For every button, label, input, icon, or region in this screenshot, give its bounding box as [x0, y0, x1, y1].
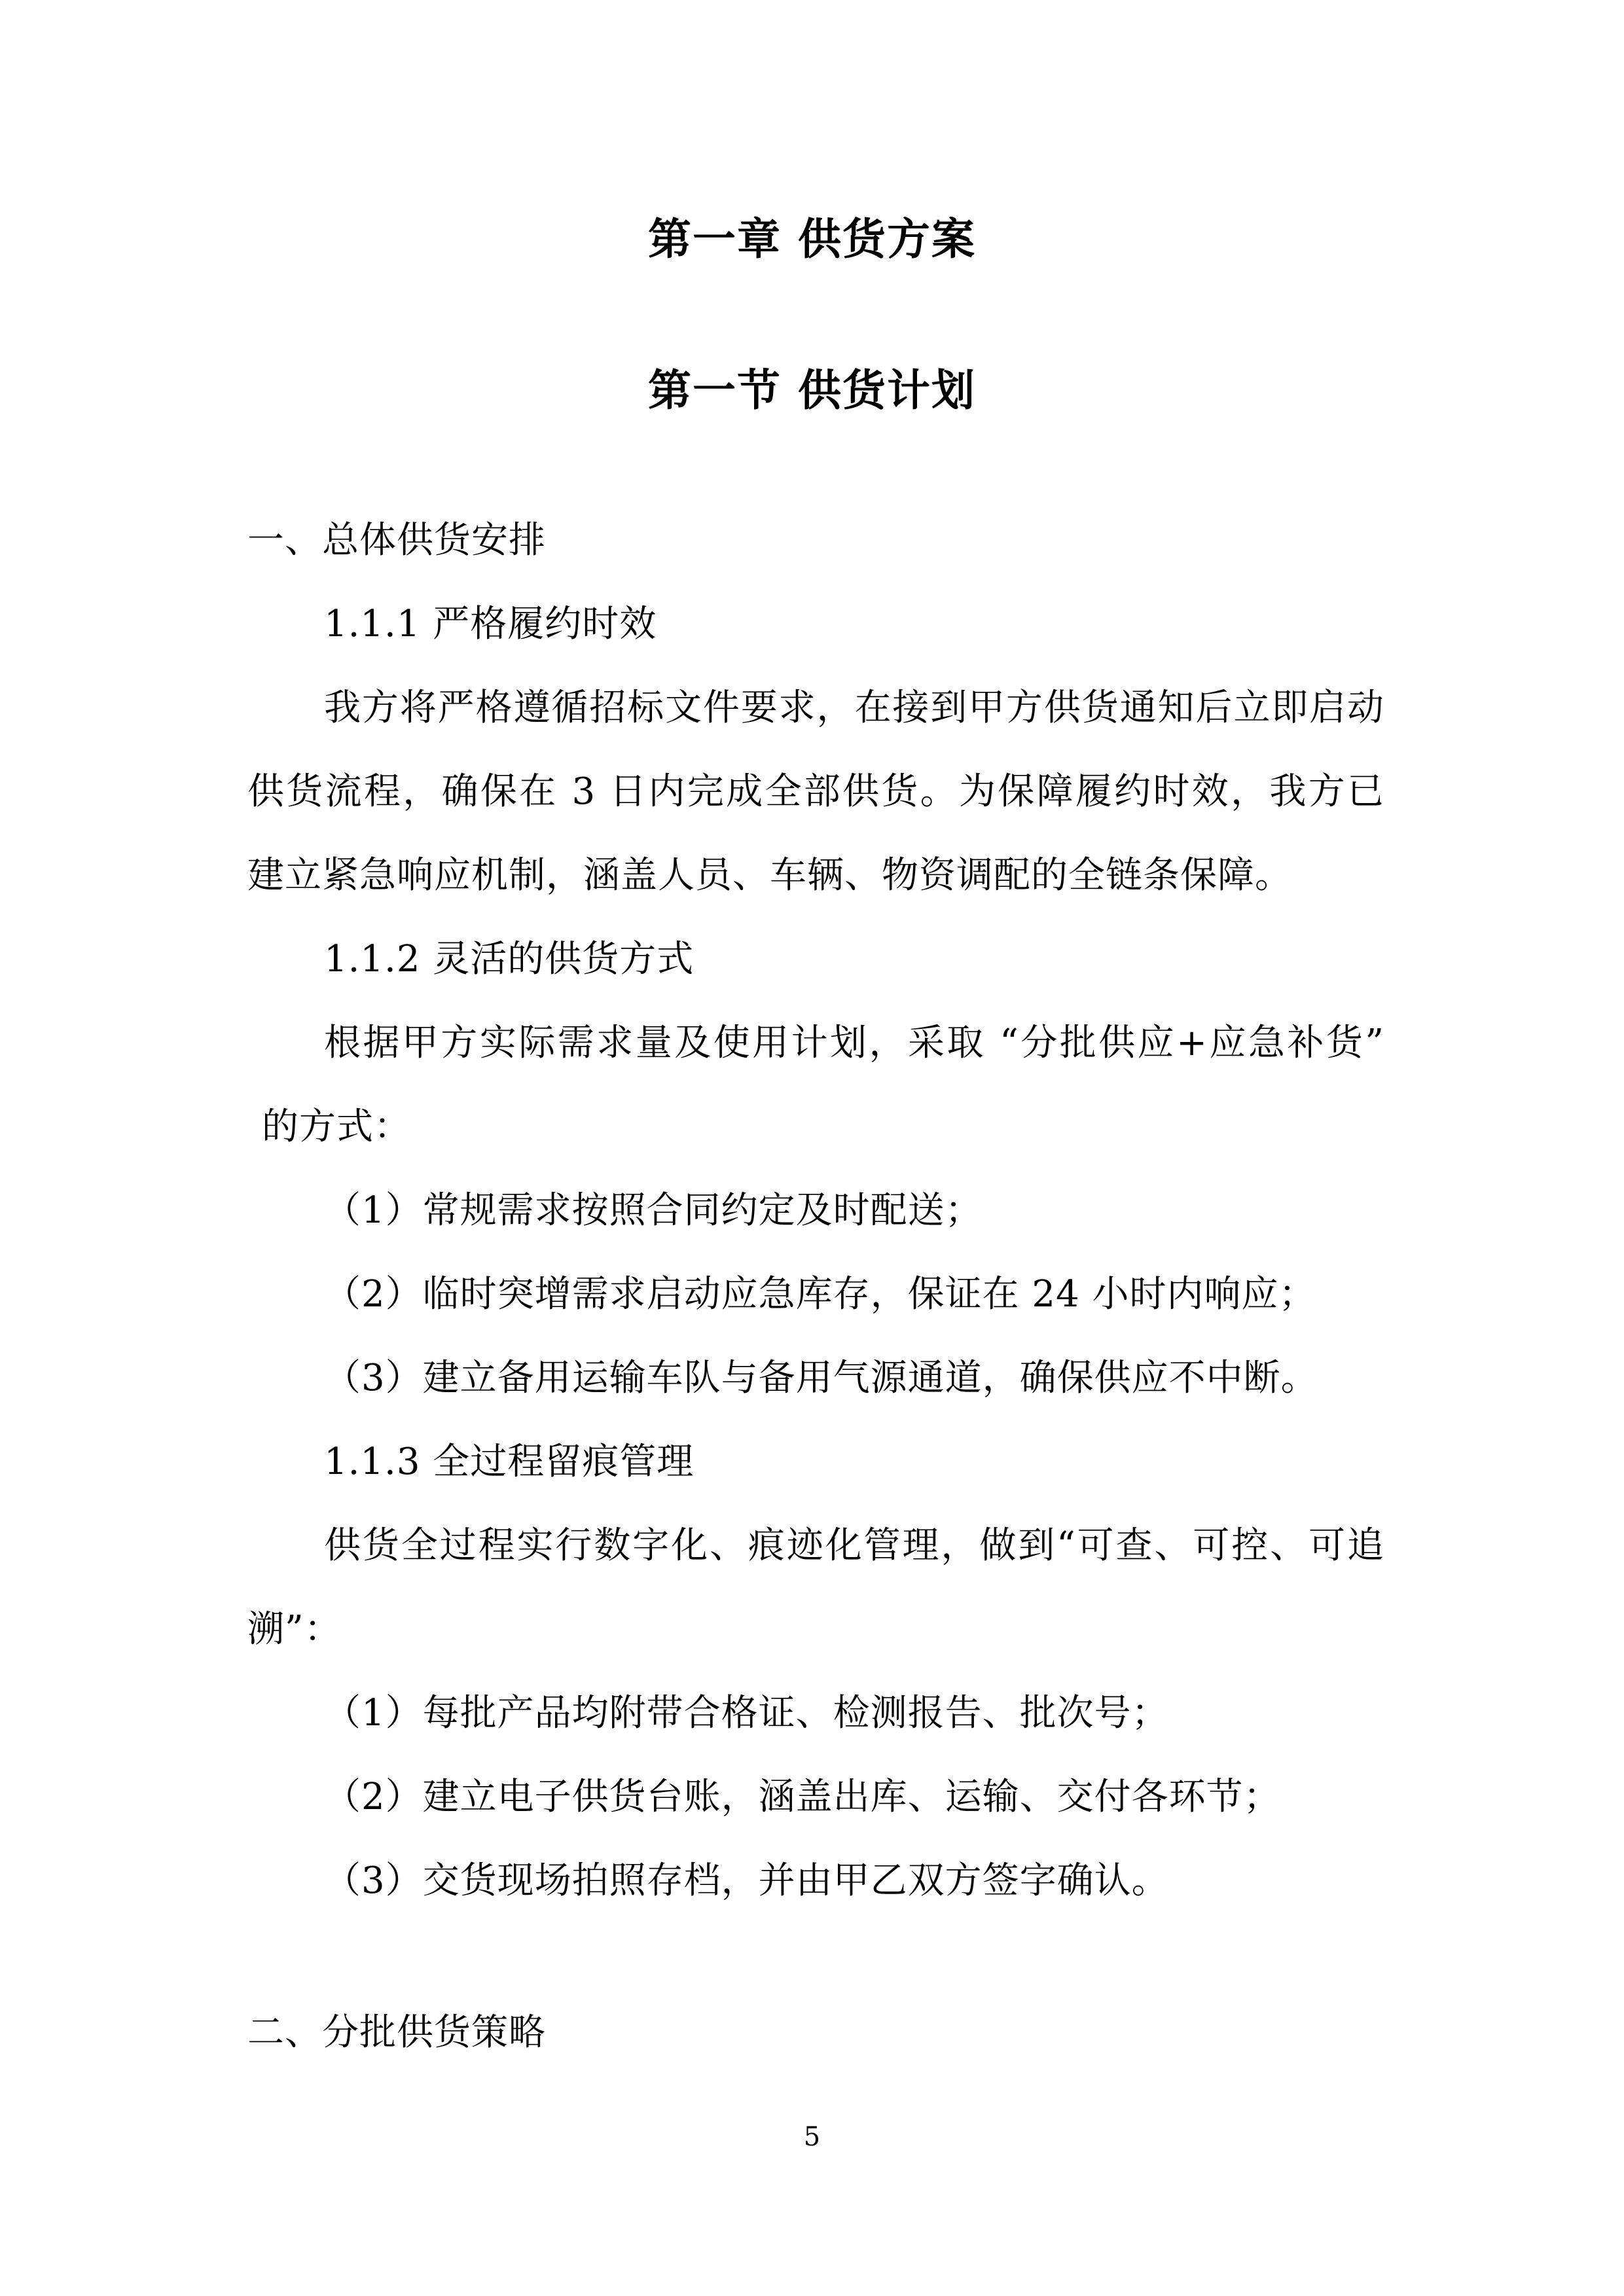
section-title: 第一节 供货计划 — [648, 365, 976, 416]
paragraph-1-line-2: 供货流程，确保在 3 日内完成全部供货。为保障履约时效，我方已 — [247, 770, 1384, 813]
paragraph-1-line-1: 我方将严格遵循招标文件要求，在接到甲方供货通知后立即启动 — [324, 687, 1384, 729]
paragraph-1-line-3: 建立紧急响应机制，涵盖人员、车辆、物资调配的全链条保障。 — [247, 854, 1292, 897]
heading-batch-supply: 二、分批供货策略 — [247, 2011, 546, 2054]
list-item: （2）临时突增需求启动应急库存，保证在 24 小时内响应； — [324, 1273, 1316, 1316]
list-item: （3）交货现场拍照存档，并由甲乙双方签字确认。 — [324, 1859, 1169, 1902]
paragraph-2-line-1: 根据甲方实际需求量及使用计划，采取 “分批供应+应急补货” — [324, 1022, 1384, 1064]
paragraph-3-line-2: 溯”： — [247, 1608, 342, 1651]
chapter-title: 第一章 供货方案 — [648, 213, 976, 264]
paragraph-3-line-1: 供货全过程实行数字化、痕迹化管理，做到“可查、可控、可追 — [324, 1524, 1384, 1567]
list-item: （1）每批产品均附带合格证、检测报告、批次号； — [324, 1692, 1169, 1734]
paragraph-2-line-2: 的方式： — [262, 1105, 411, 1148]
list-item: （2）建立电子供货台账，涵盖出库、运输、交付各环节； — [324, 1776, 1281, 1818]
heading-overall-supply: 一、总体供货安排 — [247, 519, 546, 562]
subheading-1-1-1: 1.1.1 严格履约时效 — [324, 603, 657, 645]
subheading-1-1-2: 1.1.2 灵活的供货方式 — [324, 938, 695, 980]
subheading-1-1-3: 1.1.3 全过程留痕管理 — [324, 1441, 695, 1483]
list-item: （3）建立备用运输车队与备用气源通道，确保供应不中断。 — [324, 1357, 1318, 1399]
page-number: 5 — [803, 2122, 821, 2152]
list-item: （1）常规需求按照合同约定及时配送； — [324, 1189, 983, 1232]
